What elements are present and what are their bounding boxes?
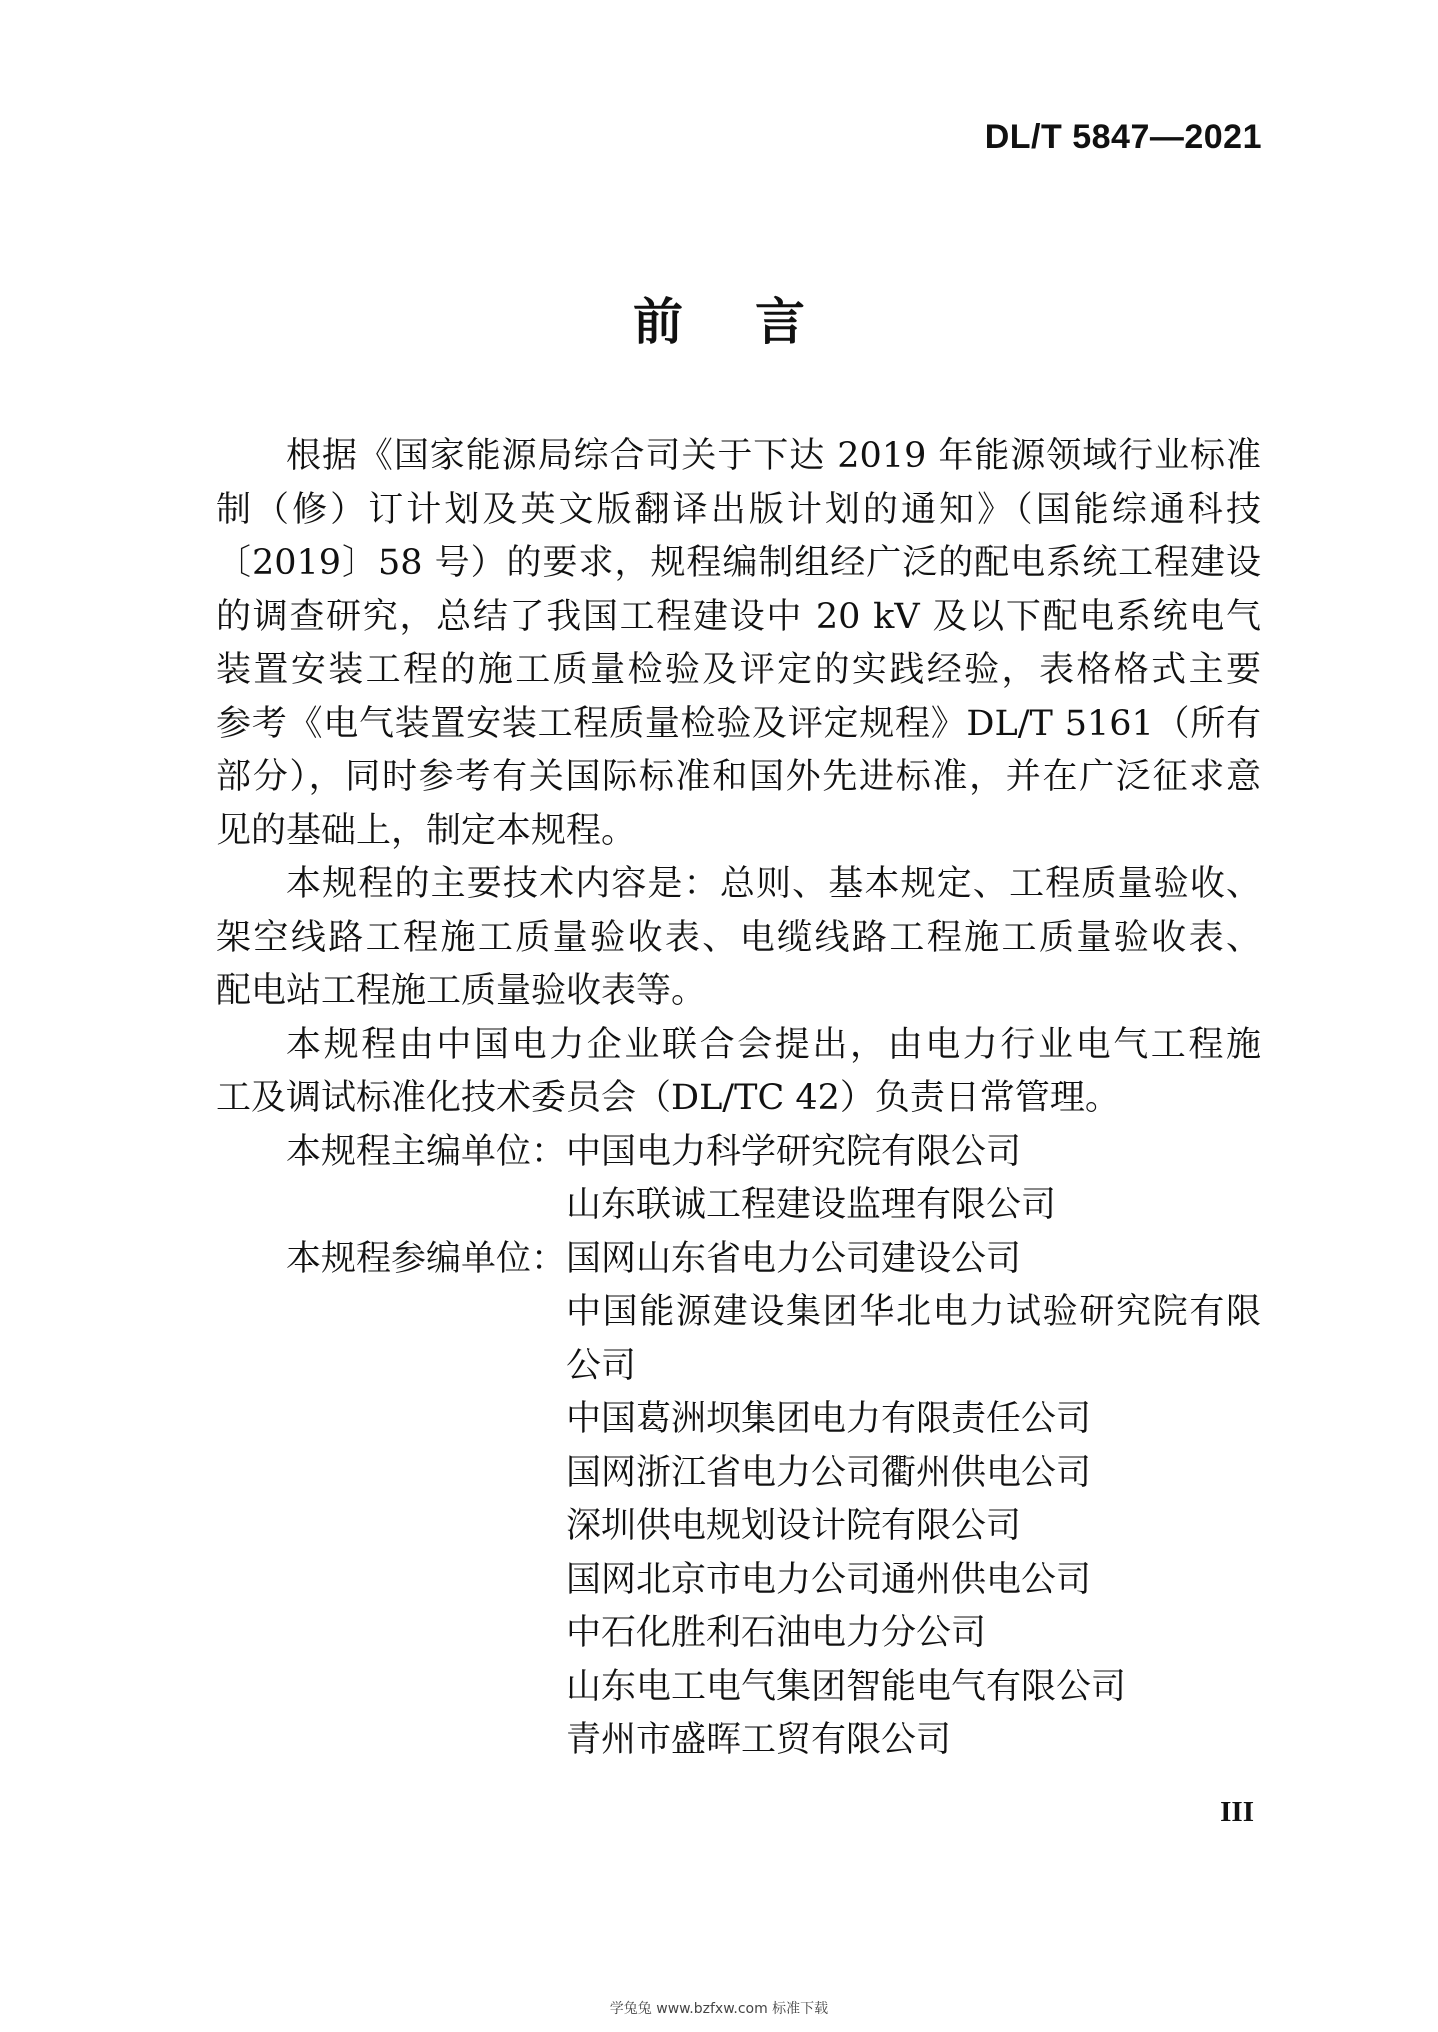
chief-units-list	[566, 1126, 1261, 1233]
participating-unit-item: 青州市盛晖工贸有限公司	[566, 1720, 952, 1760]
participating-unit-item: 中国能源建设集团华北电力试验研究院有限公司	[566, 1292, 1261, 1386]
participating-units-section	[216, 1233, 1261, 1768]
participating-unit-item: 中国葛洲坝集团电力有限责任公司	[566, 1399, 1092, 1439]
participating-units-label: 本规程参编单位：	[286, 1238, 567, 1279]
footer-watermark: 学兔兔 www.bzfxw.com 标准下载	[609, 2001, 829, 2017]
participating-unit-item: 国网北京市电力公司通州供电公司	[566, 1559, 1092, 1600]
text-line: 部分），同时参考有关国际标准和国外先进标准，并在广泛征求意	[216, 757, 1261, 797]
text-line: 配电站工程施工质量验收表等。	[216, 971, 707, 1011]
text-line: 制（修）订计划及英文版翻译出版计划的通知》（国能综通科技	[216, 489, 1261, 530]
participating-unit-item: 山东电工电气集团智能电气有限公司	[566, 1666, 1127, 1707]
participating-unit-item: 中石化胜利石油电力分公司	[566, 1613, 987, 1653]
page-number: III	[1220, 1796, 1254, 1828]
text-line: 本规程的主要技术内容是：总则、基本规定、工程质量验收、	[286, 864, 1261, 904]
text-line: 〔2019〕58 号）的要求，规程编制组经广泛的配电系统工程建设	[216, 543, 1261, 583]
text-line: 的调查研究，总结了我国工程建设中 20 kV 及以下配电系统电气	[216, 596, 1261, 637]
text-line: 架空线路工程施工质量验收表、电缆线路工程施工质量验收表、	[216, 917, 1261, 958]
chief-unit-item: 中国电力科学研究院有限公司	[566, 1131, 1022, 1172]
chief-units-section	[216, 1126, 1261, 1233]
text-line: 工及调试标准化技术委员会（DL/TC 42）负责日常管理。	[216, 1078, 1120, 1118]
text-line: 装置安装工程的施工质量检验及评定的实践经验，表格格式主要	[216, 650, 1261, 690]
paragraph-management	[216, 1019, 1261, 1126]
paragraph-technical-content	[216, 858, 1261, 1019]
participating-unit-item: 国网山东省电力公司建设公司	[566, 1238, 1022, 1279]
text-line: 根据《国家能源局综合司关于下达 2019 年能源领域行业标准	[286, 436, 1261, 476]
text-line: 见的基础上，制定本规程。	[216, 810, 637, 851]
participating-units-list	[566, 1233, 1261, 1768]
participating-unit-item: 国网浙江省电力公司衢州供电公司	[566, 1452, 1092, 1493]
text-line: 本规程由中国电力企业联合会提出，由电力行业电气工程施	[286, 1024, 1261, 1065]
preface-body	[216, 430, 1261, 1768]
paragraph-basis	[216, 430, 1261, 858]
participating-unit-item: 深圳供电规划设计院有限公司	[566, 1506, 1022, 1546]
standard-code: DL/T 5847—2021	[984, 118, 1262, 156]
text-line: 参考《电气装置安装工程质量检验及评定规程》DL/T 5161（所有	[216, 703, 1261, 744]
chief-units-label: 本规程主编单位：	[286, 1131, 567, 1172]
chief-unit-item: 山东联诚工程建设监理有限公司	[566, 1185, 1057, 1225]
page-title: 前言	[633, 292, 877, 351]
